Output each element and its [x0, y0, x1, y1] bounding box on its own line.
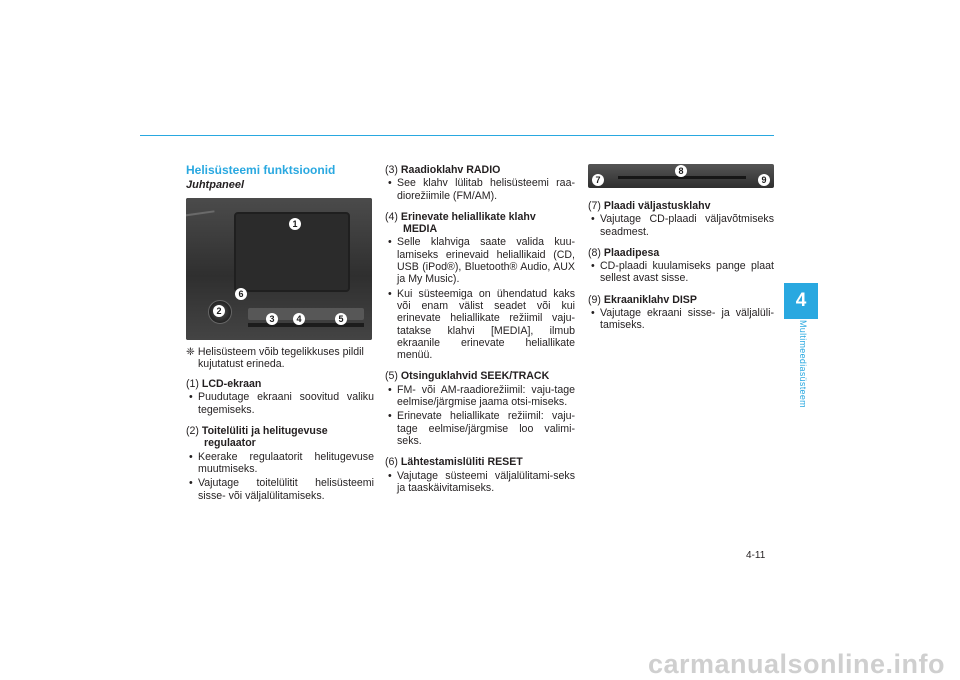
- header-rule: [140, 135, 774, 136]
- column-2: [385, 164, 575, 503]
- subsection-title: Juhtpaneel: [186, 179, 245, 192]
- item-title: Lähtestamislüliti RESET: [400, 456, 523, 469]
- item-number: (5): [385, 370, 398, 383]
- item-title-cont: MEDIA: [403, 223, 438, 236]
- cd-slot-image: [248, 323, 364, 327]
- bullet-text: • CD-plaadi kuulamiseks pange plaat sellest avast sisse.: [588, 260, 774, 285]
- item-title: LCD-ekraan: [201, 378, 262, 391]
- page-number: 4-11: [746, 550, 766, 561]
- item-5: [385, 370, 575, 447]
- cd-deck-photo: [588, 164, 774, 188]
- callout-7: 7: [592, 174, 604, 186]
- callout-5: 5: [335, 313, 347, 325]
- bullet-text: • Kui süsteemiga on ühendatud kaks või enam välist seadet või kui erinevate heliallikate režiimil vaju-tatakse klahvi [MEDIA], ilmub ekraanile erinevate heliallikate menüü.: [385, 288, 575, 362]
- bullet-text: • Vajutage ekraani sisse- ja väljalüli-tamiseks.: [588, 307, 774, 332]
- item-number: (3): [385, 164, 398, 176]
- item-9: [588, 294, 774, 332]
- item-6: [385, 456, 575, 494]
- callout-8: 8: [675, 165, 687, 177]
- item-number: (7): [588, 200, 601, 212]
- bullet-text: • FM- või AM-raadiorežiimil: vaju-tage eelmise/järgmise jaama otsi-miseks.: [385, 384, 575, 409]
- item-4: [385, 211, 575, 362]
- item-7: [588, 200, 774, 238]
- item-number: (6): [385, 456, 398, 469]
- control-panel-photo: [186, 198, 372, 340]
- item-title-cont: regulaator: [204, 437, 256, 450]
- chapter-label: Multimeediasüsteem: [798, 320, 808, 408]
- callout-2: 2: [213, 305, 225, 317]
- item-8: [588, 247, 774, 285]
- item-title: Erinevate heliallikate klahv: [400, 210, 536, 223]
- item-number: (2): [186, 425, 199, 438]
- bullet-text: • Vajutage CD-plaadi väljavõtmiseks seadmest.: [588, 213, 774, 238]
- bullet-text: • Vajutage süsteemi väljalülitami-seks ja taaskäivitamiseks.: [385, 470, 575, 495]
- item-1: [186, 378, 374, 416]
- item-number: (1): [186, 378, 199, 391]
- item-title: Toitelüliti ja helitugevuse: [201, 425, 328, 438]
- callout-9: 9: [758, 174, 770, 186]
- item-3: [385, 164, 575, 202]
- chapter-number-tab: 4: [784, 283, 818, 319]
- item-2: [186, 425, 374, 502]
- item-title: Raadioklahv RADIO: [400, 164, 501, 176]
- bullet-text: • Puudutage ekraani soovitud valiku tegemiseks.: [186, 391, 374, 416]
- note-text: ❈ Helisüsteem võib tegelikkuses pildil kujutatust erineda.: [186, 345, 364, 370]
- watermark: carmanualsonline.info: [647, 649, 945, 679]
- item-title: Ekraaniklahv DISP: [603, 293, 697, 306]
- bullet-text: • Erinevate heliallikate režiimil: vaju-tage eelmise/järgmise loo valimi-seks.: [385, 410, 575, 447]
- bullet-text: • Vajutage toitelülitit helisüsteemi sisse- või väljalülitamiseks.: [186, 477, 374, 502]
- section-title: Helisüsteemi funktsioonid: [186, 163, 336, 177]
- callout-3: 3: [266, 313, 278, 325]
- bullet-text: • See klahv lülitab helisüsteemi raa-diorežiimile (FM/AM).: [385, 177, 575, 202]
- item-number: (4): [385, 210, 398, 223]
- item-number: (8): [588, 246, 601, 259]
- column-3: [588, 164, 774, 341]
- callout-4: 4: [293, 313, 305, 325]
- item-title: Plaadipesa: [603, 246, 660, 259]
- bullet-text: • Keerake regulaatorit helitugevuse muutmiseks.: [186, 451, 374, 476]
- item-number: (9): [588, 293, 601, 306]
- bullet-text: • Selle klahviga saate valida kuu-lamiseks erinevaid heliallikaid (CD, USB (iPod®), Bluetooth® Audio, AUX ja My Music).: [385, 236, 575, 285]
- callout-6: 6: [235, 288, 247, 300]
- column-1: [186, 164, 374, 511]
- item-title: Otsinguklahvid SEEK/TRACK: [400, 370, 550, 383]
- item-title: Plaadi väljastusklahv: [603, 200, 711, 212]
- callout-1: 1: [289, 218, 301, 230]
